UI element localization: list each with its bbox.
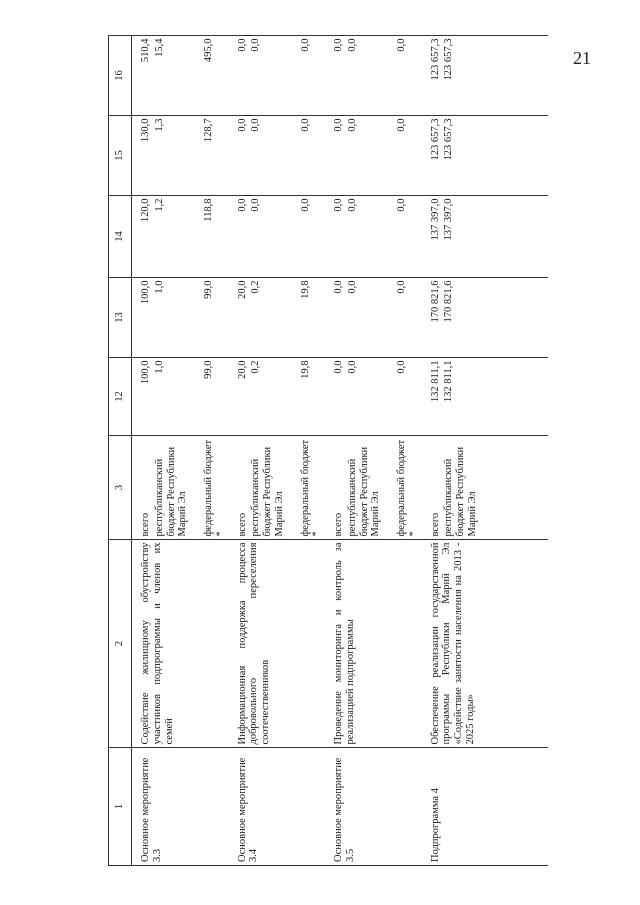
- value-cell: 123 657,3: [429, 38, 441, 81]
- value-cell: 0,0: [333, 118, 344, 132]
- header-row: [109, 36, 132, 866]
- budget-table: [108, 35, 481, 866]
- column-divider: [108, 35, 548, 36]
- value-cell: 0,0: [396, 118, 407, 132]
- funding-source: республиканский бюджет Республики Марий Эл: [346, 446, 382, 537]
- value-cell: 0,0: [346, 118, 358, 132]
- value-cell: 0,0: [346, 198, 358, 212]
- measure-name: Основное мероприятие 3.4: [229, 748, 326, 866]
- column-divider: [108, 195, 548, 196]
- funding-source: республиканский бюджет Республики Марий Эл: [443, 446, 478, 537]
- value-cell: 100,0: [140, 360, 151, 385]
- value-cell: 20,0: [236, 360, 248, 379]
- measure-description: Обеспечение реализации государственной программы Республики Марий Эл «Содействие занятости населения на 2013 - 2025 годы»: [429, 542, 476, 745]
- value-cell: 123 657,3: [443, 118, 455, 161]
- measure-description: Информационная поддержка процесса добровольного переселения соотечественников: [236, 542, 271, 745]
- value-cell: 118,8: [203, 198, 214, 222]
- value-cell: 0,0: [346, 360, 358, 374]
- value-cell: 0,0: [396, 280, 407, 294]
- table-row: [229, 36, 251, 866]
- value-cell: 0,0: [299, 118, 311, 132]
- column-divider: [108, 277, 548, 278]
- measure-name: Основное мероприятие 3.5: [325, 748, 422, 866]
- value-cell: 19,8: [299, 280, 311, 299]
- value-cell: 170 821,6: [443, 280, 455, 323]
- value-cell: 1,3: [153, 118, 165, 132]
- funding-source: федеральный бюджет *: [203, 439, 226, 537]
- value-cell: 20,0: [236, 280, 248, 299]
- value-cell: 100,0: [140, 280, 151, 305]
- measure-description: Проведение мониторинга и контроль за реализацией подпрограммы: [333, 542, 356, 745]
- value-cell: 0,2: [250, 360, 262, 374]
- column-divider: [108, 747, 548, 748]
- value-cell: 132 811,1: [443, 360, 455, 403]
- measure-name: Подпрограмма 4: [422, 748, 481, 866]
- value-cell: 0,0: [346, 280, 358, 294]
- value-cell: 0,0: [333, 360, 344, 374]
- column-divider: [108, 357, 548, 358]
- value-cell: 0,0: [250, 198, 262, 212]
- value-cell: 0,0: [333, 198, 344, 212]
- col-header-1: 1: [109, 748, 132, 866]
- column-divider: [108, 865, 548, 866]
- col-header-12: 12: [109, 358, 132, 436]
- value-cell: 137 397,0: [443, 198, 455, 241]
- funding-source: республиканский бюджет Республики Марий Эл: [250, 446, 285, 537]
- col-header-16: 16: [109, 36, 132, 116]
- funding-source: всего: [140, 512, 151, 537]
- funding-source: федеральный бюджет *: [396, 439, 419, 537]
- col-header-2: 2: [109, 540, 132, 748]
- value-cell: 0,0: [396, 38, 407, 52]
- col-header-14: 14: [109, 196, 132, 278]
- table-row: [422, 36, 444, 866]
- value-cell: 495,0: [203, 38, 214, 63]
- value-cell: 128,7: [203, 118, 214, 143]
- value-cell: 120,0: [140, 198, 151, 223]
- value-cell: 0,0: [236, 38, 248, 52]
- value-cell: 1,0: [153, 280, 165, 294]
- funding-source: всего: [429, 512, 441, 537]
- value-cell: 0,0: [250, 38, 262, 52]
- value-cell: 1,2: [153, 198, 165, 212]
- value-cell: 0,0: [333, 38, 344, 52]
- value-cell: 123 657,3: [429, 118, 441, 161]
- column-divider: [108, 435, 548, 436]
- value-cell: 0,0: [299, 198, 311, 212]
- value-cell: 99,0: [203, 360, 214, 379]
- value-cell: 0,0: [396, 198, 407, 212]
- table-row: [325, 36, 347, 866]
- rotated-table-page: [108, 36, 548, 866]
- funding-source: всего: [333, 512, 344, 537]
- measure-description: Содействие жилищному обустройству участников подпрограммы и членов их семей: [140, 542, 175, 745]
- table-row: [132, 36, 154, 866]
- column-divider: [108, 115, 548, 116]
- page-number: 21: [573, 48, 591, 68]
- value-cell: 130,0: [140, 118, 151, 143]
- value-cell: 123 657,3: [443, 38, 455, 81]
- value-cell: 132 811,1: [429, 360, 441, 403]
- value-cell: 0,2: [250, 280, 262, 294]
- value-cell: 0,0: [236, 198, 248, 212]
- value-cell: 0,0: [299, 38, 311, 52]
- value-cell: 0,0: [250, 118, 262, 132]
- value-cell: 137 397,0: [429, 198, 441, 241]
- funding-source: федеральный бюджет *: [299, 439, 323, 537]
- value-cell: 19,8: [299, 360, 311, 379]
- value-cell: 0,0: [346, 38, 358, 52]
- value-cell: 170 821,6: [429, 280, 441, 323]
- col-header-15: 15: [109, 116, 132, 196]
- measure-name: Основное мероприятие 3.3: [132, 748, 229, 866]
- value-cell: 1,0: [153, 360, 165, 374]
- value-cell: 0,0: [333, 280, 344, 294]
- funding-source: всего: [236, 512, 248, 537]
- value-cell: 99,0: [203, 280, 214, 299]
- column-divider: [108, 539, 548, 540]
- value-cell: 0,0: [396, 360, 407, 374]
- value-cell: 15,4: [153, 38, 165, 57]
- col-header-13: 13: [109, 278, 132, 358]
- value-cell: 0,0: [236, 118, 248, 132]
- funding-source: республиканский бюджет Республики Марий Эл: [153, 446, 189, 537]
- col-header-3: 3: [109, 436, 132, 540]
- value-cell: 510,4: [140, 38, 151, 63]
